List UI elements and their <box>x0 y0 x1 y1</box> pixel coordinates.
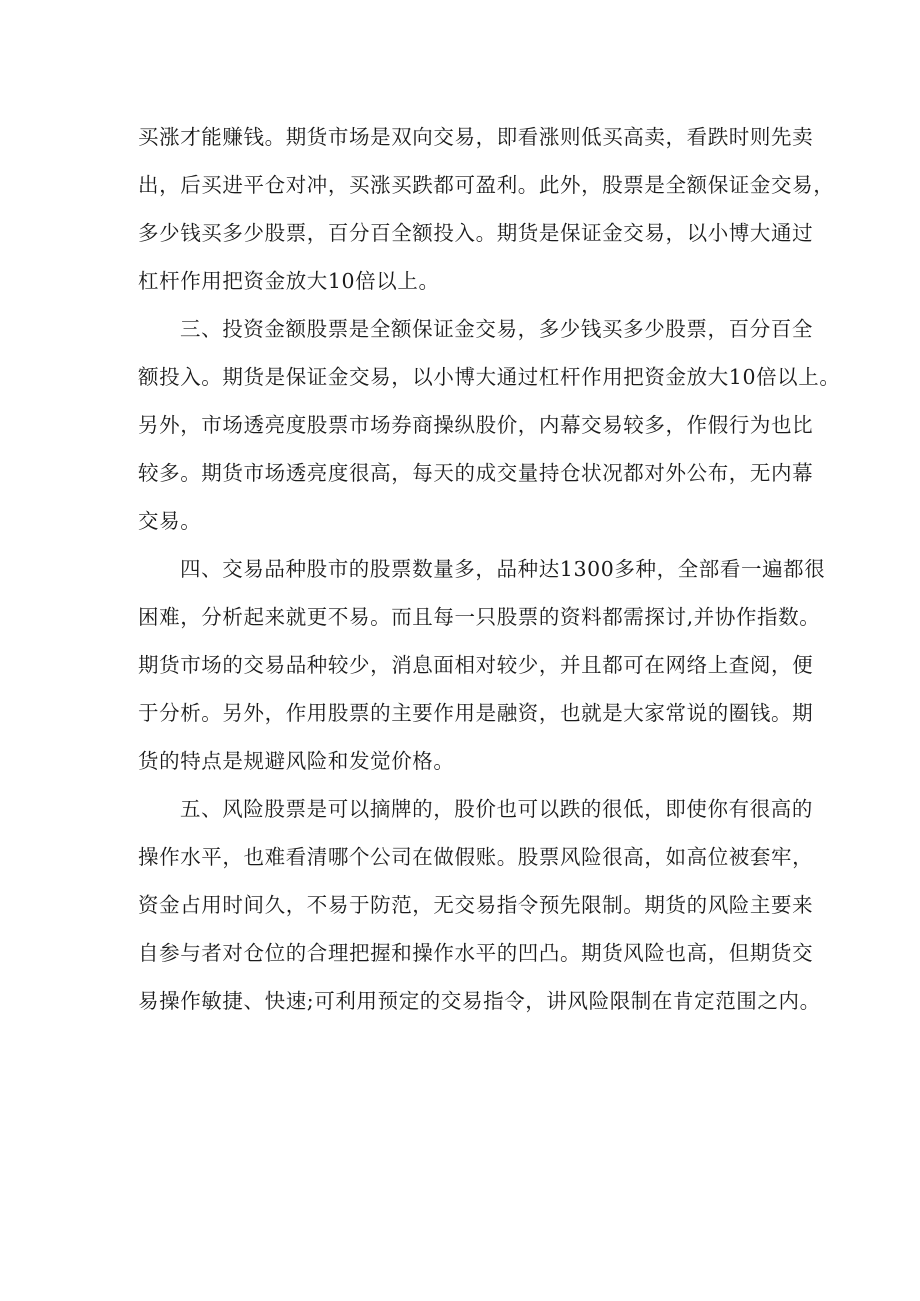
text-line: 多少钱买多少股票，百分百全额投入。期货是保证金交易，以小博大通过 <box>138 221 814 245</box>
text-line: 四、交易品种股市的股票数量多，品种达1300多种，全部看一遍都很 <box>180 557 826 581</box>
text-line: 出，后买进平仓对冲，买涨买跌都可盈利。此外，股票是全额保证金交易， <box>138 173 835 197</box>
text-line: 自参与者对仓位的合理把握和操作水平的凹凸。期货风险也高，但期货交 <box>138 941 814 965</box>
paragraph-trading-varieties <box>138 545 826 785</box>
text-line: 较多。期货市场透亮度很高，每天的成交量持仓状况都对外公布，无内幕 <box>138 461 814 485</box>
paragraph-investment-amount <box>138 305 841 545</box>
document-page <box>138 113 841 1025</box>
text-line: 另外，市场透亮度股票市场券商操纵股价，内幕交易较多，作假行为也比 <box>138 413 814 437</box>
text-line: 五、风险股票是可以摘牌的，股价也可以跌的很低，即使你有很高的 <box>180 797 813 821</box>
text-line: 于分析。另外，作用股票的主要作用是融资，也就是大家常说的圈钱。期 <box>138 701 814 725</box>
paragraph-continued <box>138 113 835 305</box>
text-line: 困难，分析起来就更不易。而且每一只股票的资料都需探讨,并协作指数。 <box>138 605 821 629</box>
text-line: 额投入。期货是保证金交易，以小博大通过杠杆作用把资金放大10倍以上。 <box>138 365 841 389</box>
paragraph-risk <box>138 785 821 1025</box>
text-line: 资金占用时间久，不易于防范，无交易指令预先限制。期货的风险主要来 <box>138 893 814 917</box>
text-line: 易操作敏捷、快速;可利用预定的交易指令，讲风险限制在肯定范围之内。 <box>138 989 821 1013</box>
text-line: 三、投资金额股票是全额保证金交易，多少钱买多少股票，百分百全 <box>180 317 813 341</box>
text-line: 货的特点是规避风险和发觉价格。 <box>138 749 455 773</box>
text-line: 操作水平，也难看清哪个公司在做假账。股票风险很高，如高位被套牢， <box>138 845 814 869</box>
text-line: 买涨才能赚钱。期货市场是双向交易，即看涨则低买高卖，看跌时则先卖 <box>138 125 814 149</box>
text-line: 期货市场的交易品种较少，消息面相对较少，并且都可在网络上查阅，便 <box>138 653 814 677</box>
text-line: 杠杆作用把资金放大10倍以上。 <box>138 269 440 293</box>
text-line: 交易。 <box>138 509 202 533</box>
